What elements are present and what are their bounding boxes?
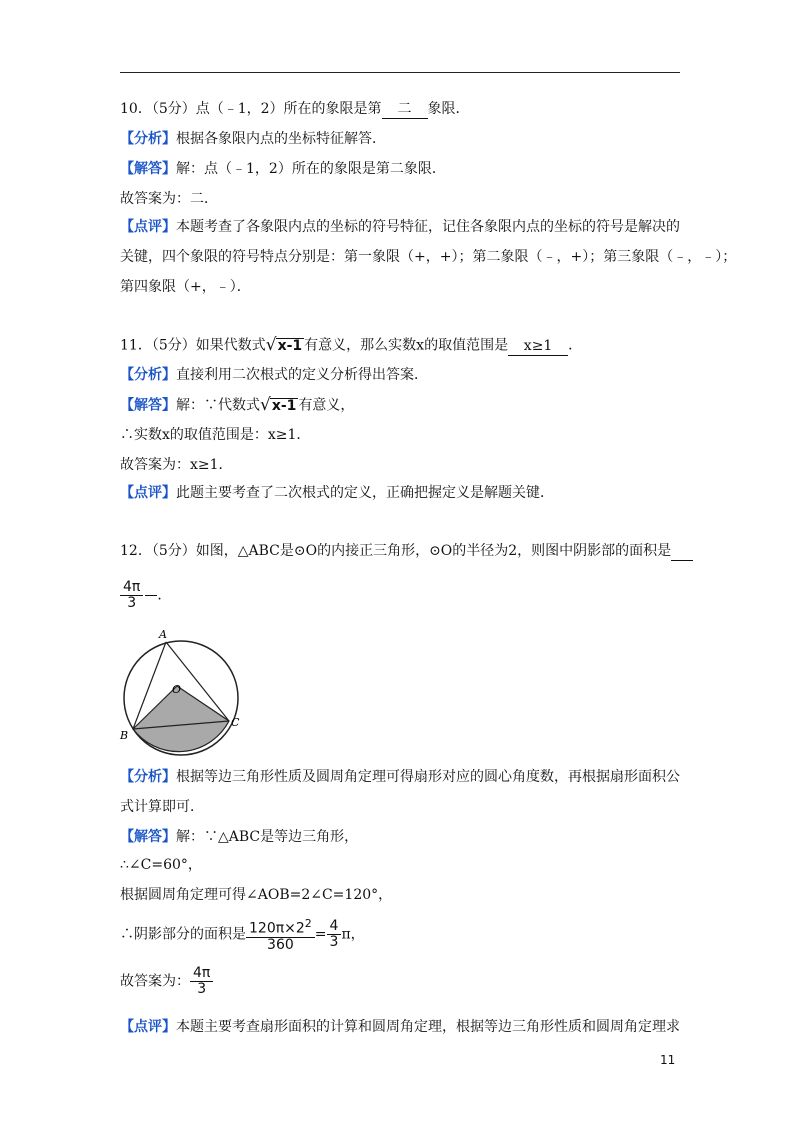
label-a: A [159, 628, 167, 641]
comment-tag: 【点评】 [120, 485, 176, 501]
q11-solution [120, 396, 354, 415]
q12-answer-tail: ． [157, 587, 172, 604]
page-number: 11 [660, 1053, 676, 1067]
result-numerator: 4 [327, 919, 342, 935]
fraction-numerator: 4π [190, 966, 213, 982]
area-equals: = [314, 926, 327, 943]
q11-comment-text: 此题主要考查了二次根式的定义，正确把握定义是解题关键． [176, 485, 554, 501]
q10-stem-text: 10．（5分）点（﹣1，2）所在的象限是第 [120, 101, 382, 117]
q10-final: 故答案为：二． [120, 191, 218, 207]
q11-answer: x≥1 [508, 337, 568, 356]
q12-area-line [120, 916, 365, 953]
solution-tag: 【解答】 [120, 397, 176, 414]
q12-comment-text: 本题主要考查扇形面积的计算和圆周角定理，根据等边三角形性质和圆周角定理求 [176, 1019, 680, 1035]
solution-tag: 【解答】 [120, 829, 176, 845]
circle-figure [116, 626, 246, 756]
q12-area-tail: π， [341, 926, 365, 943]
analysis-tag: 【分析】 [120, 769, 176, 785]
q12-solution-text: 解：∵△ABC是等边三角形， [176, 829, 359, 845]
analysis-tag: 【分析】 [120, 367, 176, 383]
q12-solution-line3: 根据圆周角定理可得∠AOB=2∠C=120°， [120, 887, 393, 903]
q11-solution-tail: 有意义， [298, 397, 355, 414]
q12-analysis [120, 768, 680, 786]
sqrt-radicand: x-1 [271, 398, 297, 414]
q11-range: ∴实数x的取值范围是：x≥1． [120, 427, 311, 443]
q12-final [120, 966, 213, 997]
q11-comment [120, 484, 554, 502]
q10-comment-line2: 关键，四个象限的符号特点分别是：第一象限（+，+）；第二象限（﹣，+）；第三象限（﹣，﹣）； [120, 249, 737, 265]
area-denominator: 360 [267, 936, 294, 953]
area-exponent: 2 [304, 917, 312, 930]
q12-analysis-line2: 式计算即可． [120, 799, 204, 815]
label-b: B [120, 729, 129, 742]
q10-comment-line3: 第四象限（+，﹣）． [120, 279, 251, 295]
label-o: O [172, 683, 182, 696]
q12-final-text: 故答案为： [120, 973, 190, 990]
sqrt-expression: √x-1 [260, 395, 297, 415]
q12-analysis-text: 根据等边三角形性质及圆周角定理可得扇形对应的圆心角度数，再根据扇形面积公 [176, 769, 680, 785]
q10-answer: 二 [382, 100, 428, 119]
fraction-denominator: 3 [127, 595, 137, 611]
sqrt-radicand: x-1 [277, 338, 303, 354]
q12-answer-fraction [120, 580, 143, 611]
q12-solution-line2: ∴∠C=60°， [120, 857, 202, 873]
q11-stem [120, 336, 582, 356]
label-c: C [231, 716, 240, 729]
header-rule [120, 72, 680, 73]
comment-tag: 【点评】 [120, 219, 176, 235]
q10-analysis-text: 根据各象限内点的坐标特征解答． [176, 131, 386, 147]
result-denominator: 3 [329, 933, 339, 950]
q10-stem [120, 100, 470, 119]
q12-stem [120, 542, 693, 561]
q11-analysis [120, 366, 428, 384]
q11-stem-tail: ． [568, 337, 583, 354]
q11-solution-text: 解：∵代数式 [176, 397, 260, 414]
q10-stem-tail: 象限． [427, 101, 470, 117]
q12-final-fraction [190, 966, 213, 997]
sqrt-expression: √x-1 [265, 335, 303, 355]
area-result-fraction [327, 919, 342, 950]
q10-analysis [120, 130, 386, 148]
q10-comment-text: 本题考查了各象限内点的坐标的符号特征，记住各象限内点的坐标的符号是解决的 [176, 219, 680, 235]
q10-comment [120, 218, 680, 236]
q11-analysis-text: 直接利用二次根式的定义分析得出答案． [176, 367, 428, 383]
q12-stem-text: 12．（5分）如图，△ABC是⊙O的内接正三角形，⊙O的半径为2，则图中阴影部的面积是 [120, 543, 672, 559]
fraction-numerator: 4π [120, 580, 143, 596]
analysis-tag: 【分析】 [120, 131, 176, 147]
q12-solution [120, 828, 358, 846]
fraction-denominator: 3 [197, 981, 207, 997]
q12-area-text: ∴阴影部分的面积是 [120, 926, 246, 943]
q10-solution-text: 解：点（﹣1，2）所在的象限是第二象限． [176, 161, 446, 177]
q11-final: 故答案为：x≥1． [120, 457, 233, 473]
q10-solution [120, 160, 446, 178]
q11-stem-text: 11．（5分）如果代数式 [120, 337, 266, 354]
q11-stem-mid: 有意义，那么实数x的取值范围是 [304, 337, 509, 354]
q12-answer-blank [671, 542, 693, 561]
area-numerator: 120π×2 [249, 920, 305, 937]
solution-tag: 【解答】 [120, 161, 176, 177]
area-fraction [246, 916, 315, 953]
q12-answer [120, 580, 171, 611]
comment-tag: 【点评】 [120, 1019, 176, 1035]
q12-comment [120, 1018, 680, 1036]
